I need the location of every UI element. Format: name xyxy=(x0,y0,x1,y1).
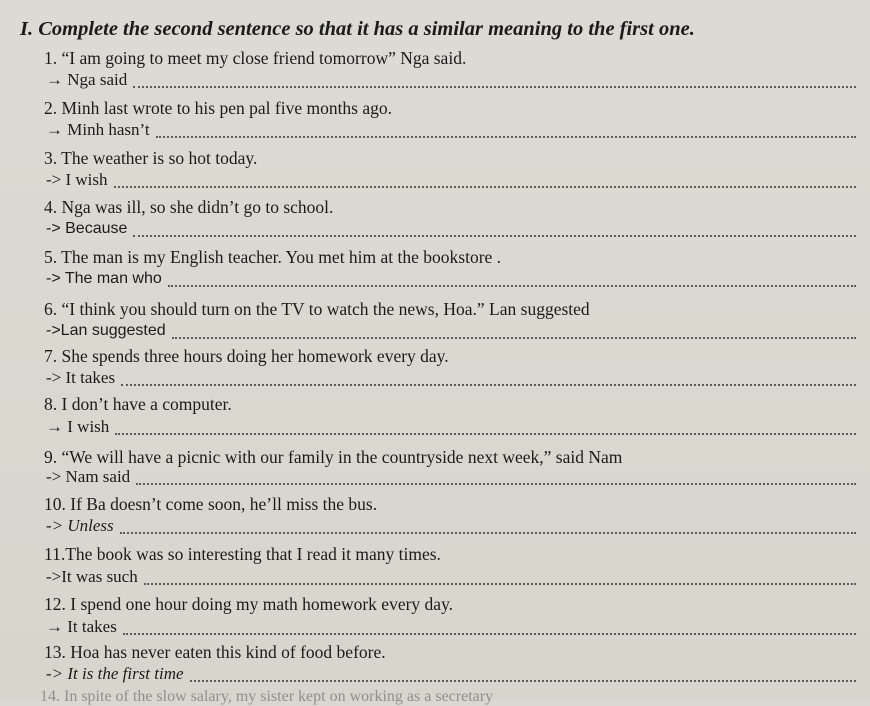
answer-line-11[interactable] xyxy=(46,567,856,587)
answer-line-6[interactable] xyxy=(46,321,856,341)
question-11: 11.The book was so interesting that I read it many times. xyxy=(44,544,441,564)
question-8: 8. I don’t have a computer. xyxy=(44,394,232,414)
dotted-blank-7[interactable] xyxy=(121,368,856,386)
dotted-blank-12[interactable] xyxy=(123,617,856,635)
answer-prefix-2: → Minh hasn’t xyxy=(46,120,150,139)
answer-prefix-13: -> It is the first time xyxy=(46,664,184,683)
answer-line-8[interactable] xyxy=(46,417,856,437)
dotted-blank-8[interactable] xyxy=(115,417,856,435)
answer-prefix-8: → I wish xyxy=(46,417,110,436)
answer-prefix-11: ->It was such xyxy=(46,567,138,586)
question-1: 1. “I am going to meet my close friend tomorrow” Nga said. xyxy=(44,48,467,68)
dotted-blank-11[interactable] xyxy=(144,567,856,585)
question-13: 13. Hoa has never eaten this kind of food before. xyxy=(44,642,386,662)
dotted-blank-5[interactable] xyxy=(168,269,856,287)
dotted-blank-2[interactable] xyxy=(156,120,856,138)
dotted-blank-13[interactable] xyxy=(190,664,856,682)
answer-line-9[interactable] xyxy=(46,467,856,487)
answer-line-10[interactable] xyxy=(46,516,856,536)
answer-prefix-7: -> It takes xyxy=(46,368,116,387)
answer-line-4[interactable] xyxy=(46,219,856,239)
answer-prefix-10: -> Unless xyxy=(46,516,114,535)
question-7: 7. She spends three hours doing her homework every day. xyxy=(44,346,449,366)
exercise-heading: I. Complete the second sentence so that it has a similar meaning to the first one. xyxy=(20,18,695,40)
answer-prefix-6: ->Lan suggested xyxy=(46,322,166,339)
dotted-blank-4[interactable] xyxy=(133,219,856,237)
answer-line-13[interactable] xyxy=(46,664,856,684)
dotted-blank-6[interactable] xyxy=(172,321,856,339)
question-5: 5. The man is my English teacher. You met him at the bookstore . xyxy=(44,247,502,267)
dotted-blank-10[interactable] xyxy=(120,516,856,534)
question-2: 2. Minh last wrote to his pen pal five months ago. xyxy=(44,98,393,118)
dotted-blank-9[interactable] xyxy=(136,467,856,485)
answer-prefix-9: -> Nam said xyxy=(46,467,131,486)
answer-line-7[interactable] xyxy=(46,368,856,388)
dotted-blank-3[interactable] xyxy=(114,170,856,188)
question-6: 6. “I think you should turn on the TV to watch the news, Hoa.” Lan suggested xyxy=(44,299,590,319)
answer-line-12[interactable] xyxy=(46,617,856,637)
answer-line-5[interactable] xyxy=(46,269,856,289)
answer-line-1[interactable] xyxy=(46,70,856,90)
question-9: 9. “We will have a picnic with our family in the countryside next week,” said Nam xyxy=(44,447,623,467)
answer-prefix-12: → It takes xyxy=(46,617,117,636)
answer-prefix-4: -> Because xyxy=(46,220,128,237)
answer-prefix-1: → Nga said xyxy=(46,70,128,89)
question-3: 3. The weather is so hot today. xyxy=(44,148,258,168)
question-10: 10. If Ba doesn’t come soon, he’ll miss the bus. xyxy=(44,494,378,514)
question-14-partial: 14. In spite of the slow salary, my sister kept on working as a secretary xyxy=(40,688,494,705)
answer-prefix-5: -> The man who xyxy=(46,270,162,287)
question-4: 4. Nga was ill, so she didn’t go to school. xyxy=(44,197,334,217)
answer-prefix-3: -> I wish xyxy=(46,170,108,189)
answer-line-3[interactable] xyxy=(46,170,856,190)
question-12: 12. I spend one hour doing my math homework every day. xyxy=(44,594,454,614)
dotted-blank-1[interactable] xyxy=(133,70,856,88)
answer-line-2[interactable] xyxy=(46,120,856,140)
